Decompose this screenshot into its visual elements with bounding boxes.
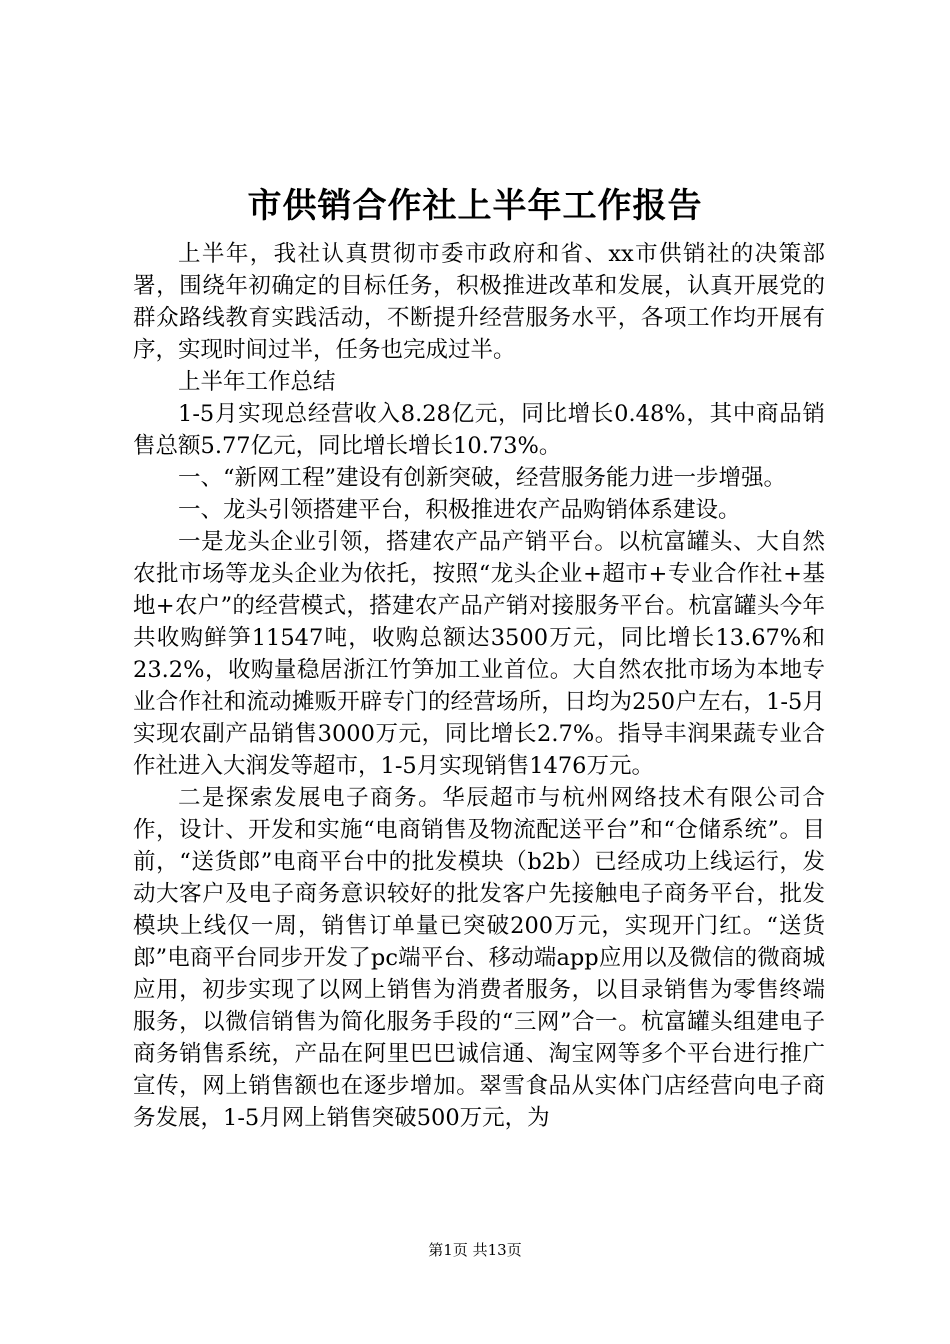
paragraph-revenue-summary: 1-5月实现总经营收入8.28亿元，同比增长0.48%，其中商品销售总额5.77亿元，同比增长增长10.73%。 [133, 401, 825, 459]
paragraph-section-heading: 上半年工作总结 [178, 369, 336, 395]
document-body [133, 238, 825, 1134]
paragraph-intro: 上半年，我社认真贯彻市委市政府和省、xx市供销社的决策部署，围绕年初确定的目标任务，积极推进改革和发展，认真开展党的群众路线教育实践活动，不断提升经营服务水平，各项工作均开展有序，实现时间过半，任务也完成过半。 [133, 241, 825, 363]
paragraph-leading-enterprise: 一是龙头企业引领，搭建农产品产销平台。以杭富罐头、大自然农批市场等龙头企业为依托，按照“龙头企业+超市+专业合作社+基地+农户”的经营模式，搭建农产品产销对接服务平台。杭富罐头今年共收购鲜笋11547吨，收购总额达3500万元，同比增长13.67%和23.2%，收购量稳居浙江竹笋加工业首位。大自然农批市场为本地专业合作社和流动摊贩开辟专门的经营场所，日均为250户左右，1-5月实现农副产品销售3000万元，同比增长2.7%。指导丰润果蔬专业合作社进入大润发等超市，1-5月实现销售1476万元。 [133, 529, 825, 779]
paragraph-heading-new-network: 一、“新网工程”建设有创新突破，经营服务能力进一步增强。 [178, 465, 787, 491]
page-title: 市供销合作社上半年工作报告 [247, 186, 703, 226]
paragraph-ecommerce: 二是探索发展电子商务。华辰超市与杭州网络技术有限公司合作，设计、开发和实施“电商销售及物流配送平台”和“仓储系统”。目前，“送货郎”电商平台中的批发模块（b2b）已经成功上线运行，发动大客户及电子商务意识较好的批发客户先接触电子商务平台，批发模块上线仅一周，销售订单量已突破200万元，实现开门红。“送货郎”电商平台同步开发了pc端平台、移动端app应用以及微信的微商城应用，初步实现了以网上销售为消费者服务，以目录销售为零售终端服务，以微信销售为简化服务手段的“三网”合一。杭富罐头组建电子商务销售系统，产品在阿里巴巴诚信通、淘宝网等多个平台进行推广宣传，网上销售额也在逐步增加。翠雪食品从实体门店经营向电子商务发展，1-5月网上销售突破500万元，为 [133, 785, 825, 1131]
page-footer: 第1页 共13页 [428, 1241, 522, 1259]
paragraph-heading-leading-enterprise: 一、龙头引领搭建平台，积极推进农产品购销体系建设。 [178, 497, 741, 523]
